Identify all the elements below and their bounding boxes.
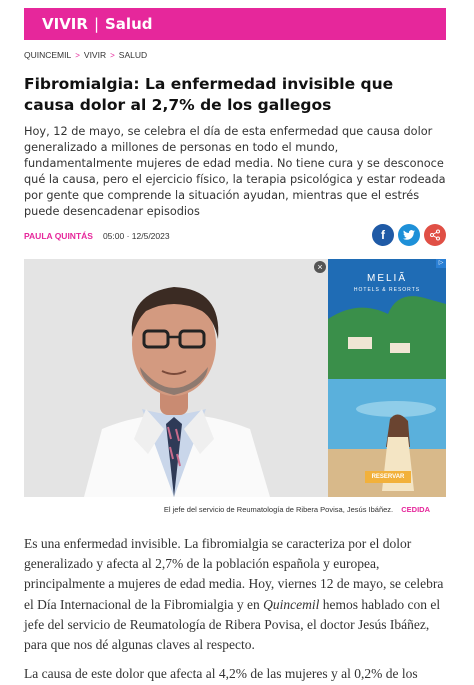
breadcrumb-arrow-icon: > [75, 50, 80, 60]
section-link[interactable]: VIVIR [42, 15, 88, 33]
share-icon [429, 229, 441, 241]
article-photo [24, 259, 328, 497]
ad-info-icon[interactable]: ▷ [436, 259, 446, 268]
byline [24, 231, 170, 241]
close-ad-button[interactable] [314, 261, 326, 273]
breadcrumb [24, 50, 147, 60]
caption-text: El jefe del servicio de Reumatología de Ribera Povisa, Jesús Ibáñez. [163, 505, 394, 514]
breadcrumb-item-vivir[interactable]: VIVIR [83, 50, 107, 60]
ad-brand-subtitle: HOTELS & RESORTS [353, 287, 421, 293]
doctor-portrait [24, 259, 328, 497]
publish-date: 05:00 · 12/5/2023 [102, 231, 170, 241]
ad-reserve-button[interactable]: RESERVAR [365, 471, 411, 483]
ad-beach-image [328, 259, 446, 497]
paragraph-text: hemos hablado con el jefe del servicio de Reumatología de Ribera Povisa, el doctor Jesús Ibáñez, para que nos dé algunas claves al respecto. [24, 596, 441, 653]
share-bar [372, 224, 446, 246]
paragraph-text: Es una enfermedad invisible. La fibromialgia se caracteriza por el dolor generalizado y afecta al 2,7% de la población española y europea, principalmente a mujeres de edad media. Hoy, viernes 12 de mayo, se celebra el Día Internacional de la Fibromialgia y en [24, 536, 444, 612]
breadcrumb-item-home[interactable]: QUINCEMIL [24, 50, 72, 60]
article-paragraph: La causa de este dolor que afecta al 4,2% de las mujeres y al 0,2% de los [24, 666, 418, 681]
quincemil-mention: Quincemil [263, 596, 320, 612]
ad-brand-logo: MELIÃ [366, 273, 407, 284]
share-button[interactable] [424, 224, 446, 246]
section-header [24, 8, 446, 40]
advertisement-banner[interactable] [328, 259, 446, 497]
header-separator: | [93, 15, 99, 33]
facebook-icon: f [381, 228, 385, 242]
author-link[interactable]: PAULA QUINTÁS [24, 231, 93, 241]
breadcrumb-item-salud[interactable]: SALUD [118, 50, 148, 60]
article-title: Fibromialgia: La enfermedad invisible que causa dolor al 2,7% de los gallegos [24, 75, 394, 114]
photo-credit: CEDIDA [401, 505, 430, 514]
close-icon: × [317, 262, 323, 272]
subsection-link[interactable]: Salud [105, 15, 153, 33]
breadcrumb-arrow-icon: > [110, 50, 115, 60]
twitter-share-button[interactable] [398, 224, 420, 246]
photo-caption [24, 505, 430, 514]
article-paragraph [24, 534, 448, 655]
article-lead: Hoy, 12 de mayo, se celebra el día de esta enfermedad que causa dolor generalizado a millones de personas en todo el mundo, fundamentalmente mujeres de edad media. No tiene cura y se desconoce qué la causa, pero el ejercicio físico, la terapia psicológica y estar rodeada por gente que comprende la situación ayudan, mientras que el estrés puede desencadenar episodios [24, 125, 446, 218]
facebook-share-button[interactable] [372, 224, 394, 246]
twitter-icon [403, 230, 415, 240]
